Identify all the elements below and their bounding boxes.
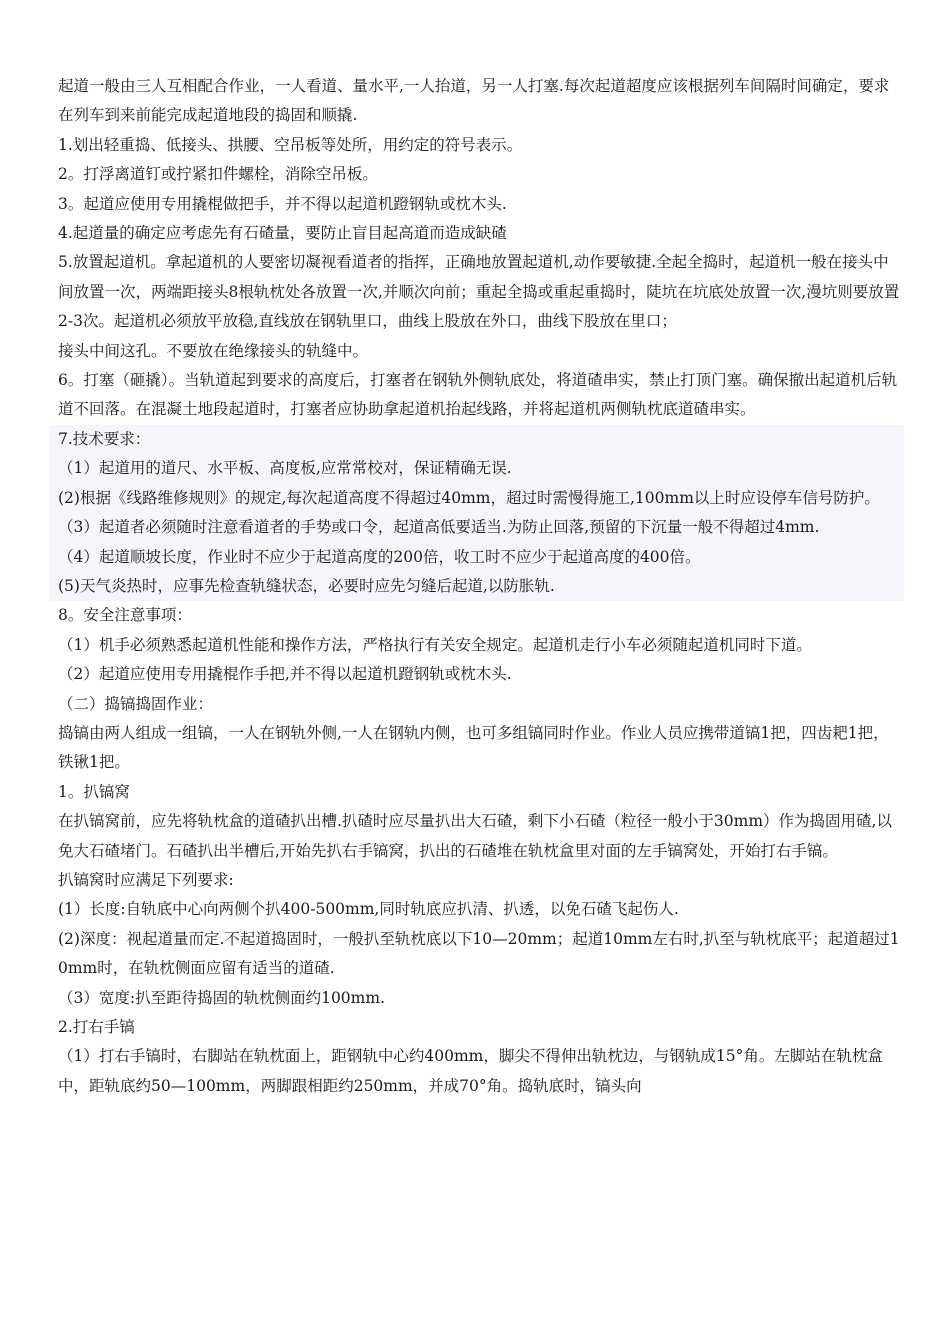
- paragraph: 6。打塞（砸撬）。当轨道起到要求的高度后，打塞者在钢轨外侧轨底处，将道碴串实，禁止打顶门塞。确保撤出起道机后轨道不回落。在混凝土地段起道时，打塞者应协助拿起道机抬起线路，并将起道机两侧轨枕底道碴串实。: [58, 371, 898, 419]
- paragraph: 起道一般由三人互相配合作业，一人看道、量水平,一人抬道，另一人打塞.每次起道超度应该根据列车间隔时间确定，要求在列车到来前能完成起道地段的捣固和顺撬.: [58, 77, 890, 125]
- section-heading: 7.技术要求：: [58, 429, 151, 448]
- paragraph: （4）起道顺坡长度，作业时不应少于起道高度的200倍，收工时不应少于起道高度的400倍。: [58, 547, 701, 566]
- paragraph: 5.放置起道机。拿起道机的人要密切凝视看道者的指挥，正确地放置起道机,动作要敏捷.全起全捣时，起道机一般在接头中间放置一次，两端距接头8根轨枕处各放置一次,并顺次向前；重起全捣或重起重捣时，陡坑在坑底处放置一次,漫坑则要放置2-3次。起道机必须放平放稳,直线放在钢轨里口，曲线上股放在外口，曲线下股放在里口；: [58, 253, 900, 331]
- paragraph: （1）机手必须熟悉起道机性能和操作方法，严格执行有关安全规定。起道机走行小车必须随起道机同时下道。: [58, 635, 812, 654]
- paragraph: 1.划出轻重捣、低接头、拱腰、空吊板等处所，用约定的符号表示。: [58, 135, 523, 154]
- paragraph: (2)深度：视起道量而定.不起道捣固时，一般扒至轨枕底以下10—20mm；起道10mm左右时,扒至与轨枕底平；起道超过10mm时，在轨枕侧面应留有适当的道碴.: [58, 929, 900, 978]
- paragraph: 在扒镐窝前，应先将轨枕盒的道碴扒出槽.扒碴时应尽量扒出大石碴，剩下小石碴（粒径一般小于30mm）作为捣固用碴,以免大石碴堵门。石碴扒出半槽后,开始先扒右手镐窝，扒出的石碴堆在轨枕盒里对面的左手镐窝处，开始打右手镐。: [58, 812, 892, 860]
- paragraph: 捣镐由两人组成一组镐，一人在钢轨外侧,一人在钢轨内侧，也可多组镐同时作业。作业人员应携带道镐1把，四齿耙1把，铁锹1把。: [58, 723, 889, 772]
- paragraph: 4.起道量的确定应考虑先有石碴量，要防止盲目起高道而造成缺碴: [58, 224, 507, 243]
- technical-requirements-section: [50, 425, 904, 601]
- paragraph: （3）宽度:扒至距待捣固的轨枕侧面约100mm.: [58, 988, 385, 1007]
- intro-section: [58, 72, 904, 425]
- section-heading: 1。扒镐窝: [58, 782, 130, 801]
- paragraph: （2）起道应使用专用撬棍作手把,并不得以起道机蹬钢轨或枕木头.: [58, 665, 512, 684]
- paragraph: 扒镐窝时应满足下列要求:: [58, 870, 234, 889]
- paragraph: 3。起道应使用专用撬棍做把手，并不得以起道机蹬钢轨或枕木头.: [58, 194, 507, 213]
- paragraph: 接头中间这孔。不要放在绝缘接头的轨缝中。: [58, 341, 369, 360]
- section-heading: （二）捣镐捣固作业：: [58, 694, 214, 713]
- paragraph: （1）起道用的道尺、水平板、高度板,应常常校对，保证精确无误.: [58, 459, 512, 478]
- paragraph: （1）打右手镐时，右脚站在轨枕面上，距钢轨中心约400mm，脚尖不得伸出轨枕边，与钢轨成15°角。左脚站在轨枕盒中，距轨底约50—100mm，两脚跟相距约250mm，并成70°角。捣轨底时，镐头向: [58, 1047, 883, 1095]
- paragraph: 2。打浮离道钉或拧紧扣件螺栓，消除空吊板。: [58, 165, 378, 184]
- section-heading: 2.打右手镐: [58, 1018, 135, 1036]
- document-page: [58, 72, 904, 1101]
- paragraph: (1）长度:自轨底中心向两侧个扒400-500mm,同时轨底应扒清、扒透，以免石碴飞起伤人.: [58, 900, 679, 919]
- remaining-section: [58, 601, 904, 1101]
- section-heading: 8。安全注意事项：: [58, 606, 192, 625]
- paragraph: （3）起道者必须随时注意看道者的手势或口令，起道高低要适当.为防止回落,预留的下沉量一般不得超过4mm.: [58, 518, 820, 537]
- paragraph: (2)根据《线路维修规则》的规定,每次起道高度不得超过40mm，超过时需慢得施工,100mm以上时应设停车信号防护。: [58, 488, 880, 507]
- paragraph: (5)天气炎热时，应事先检查轨缝状态，必要时应先匀缝后起道,以防胀轨.: [58, 576, 555, 595]
